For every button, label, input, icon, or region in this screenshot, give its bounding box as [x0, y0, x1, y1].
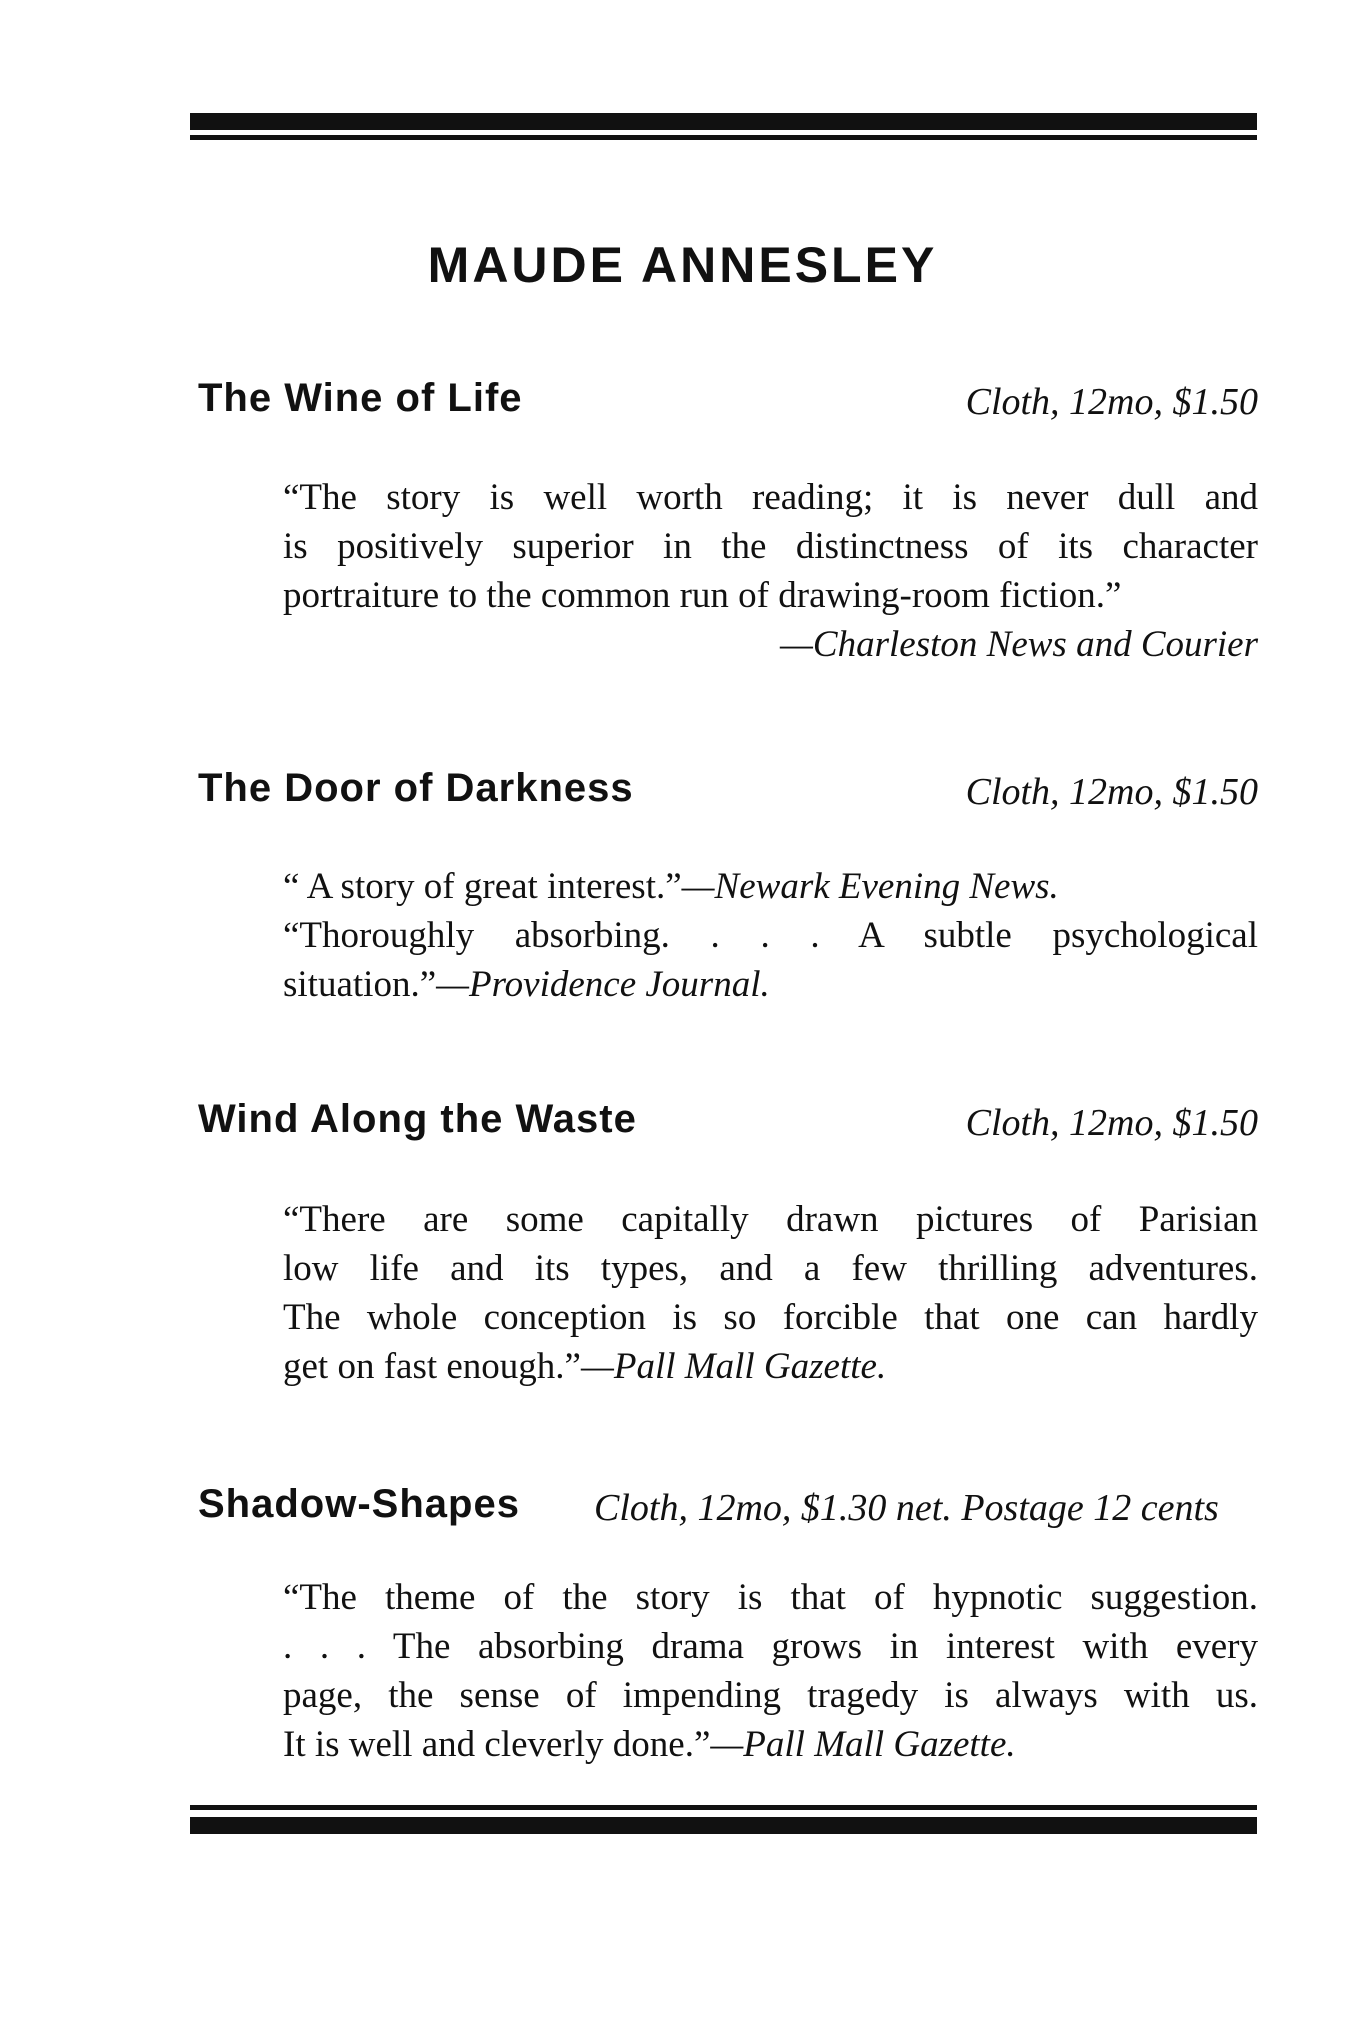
review-text: get on fast enough.”: [283, 1346, 581, 1387]
book-review: [283, 473, 1258, 669]
book-header: [198, 376, 1258, 436]
review-source: —Pall Mall Gazette.: [710, 1724, 1016, 1765]
book-review: [283, 1573, 1258, 1769]
review-line: low life and its types, and a few thrilling adventures.: [283, 1248, 1258, 1289]
review-source: —Charleston News and Courier: [780, 624, 1258, 665]
review-line: [283, 862, 1258, 911]
book-header: [198, 1097, 1258, 1157]
review-text: “ A story of great interest.”: [283, 866, 682, 907]
book-price: Cloth, 12mo, $1.30 net. Postage 12 cents: [594, 1487, 1219, 1529]
book-title: Shadow-Shapes: [198, 1482, 520, 1526]
book-price: Cloth, 12mo, $1.50: [965, 1102, 1258, 1144]
top-thin-rule: [190, 135, 1257, 140]
book-header: [198, 766, 1258, 826]
book-price: Cloth, 12mo, $1.50: [965, 771, 1258, 813]
book-title: The Door of Darkness: [198, 766, 634, 810]
review-line: . . . The absorbing drama grows in interest with every: [283, 1626, 1258, 1667]
book-review: [283, 862, 1258, 1009]
review-source: —Pall Mall Gazette.: [580, 1346, 887, 1387]
review-source: —Providence Journal.: [436, 964, 770, 1005]
review-line: The whole conception is so forcible that one can hardly: [283, 1297, 1258, 1338]
review-line: [283, 960, 1258, 1009]
top-thick-rule: [190, 113, 1257, 130]
review-line: is positively superior in the distinctness of its character: [283, 526, 1258, 567]
bottom-thin-rule: [190, 1805, 1257, 1810]
review-line: portraiture to the common run of drawing-room fiction.”: [283, 575, 1122, 616]
bottom-thick-rule: [190, 1817, 1257, 1834]
page-title: MAUDE ANNESLEY: [427, 237, 938, 293]
book-review: [283, 1195, 1258, 1391]
review-line: page, the sense of impending tragedy is always with us.: [283, 1675, 1258, 1716]
book-title: Wind Along the Waste: [198, 1097, 637, 1141]
book-title: The Wine of Life: [198, 376, 523, 420]
review-line: “The story is well worth reading; it is never dull and: [283, 477, 1258, 518]
review-line: [283, 1720, 1258, 1769]
review-text: situation.”: [283, 964, 437, 1005]
book-price: Cloth, 12mo, $1.50: [965, 381, 1258, 423]
review-line: “The theme of the story is that of hypnotic suggestion.: [283, 1577, 1258, 1618]
review-line: “There are some capitally drawn pictures of Parisian: [283, 1199, 1258, 1240]
book-header: [198, 1482, 1258, 1542]
review-line: [283, 1342, 1258, 1391]
review-line: “Thoroughly absorbing. . . . A subtle psychological: [283, 915, 1258, 956]
review-text: It is well and cleverly done.”: [283, 1724, 711, 1765]
review-source: —Newark Evening News.: [681, 866, 1059, 907]
